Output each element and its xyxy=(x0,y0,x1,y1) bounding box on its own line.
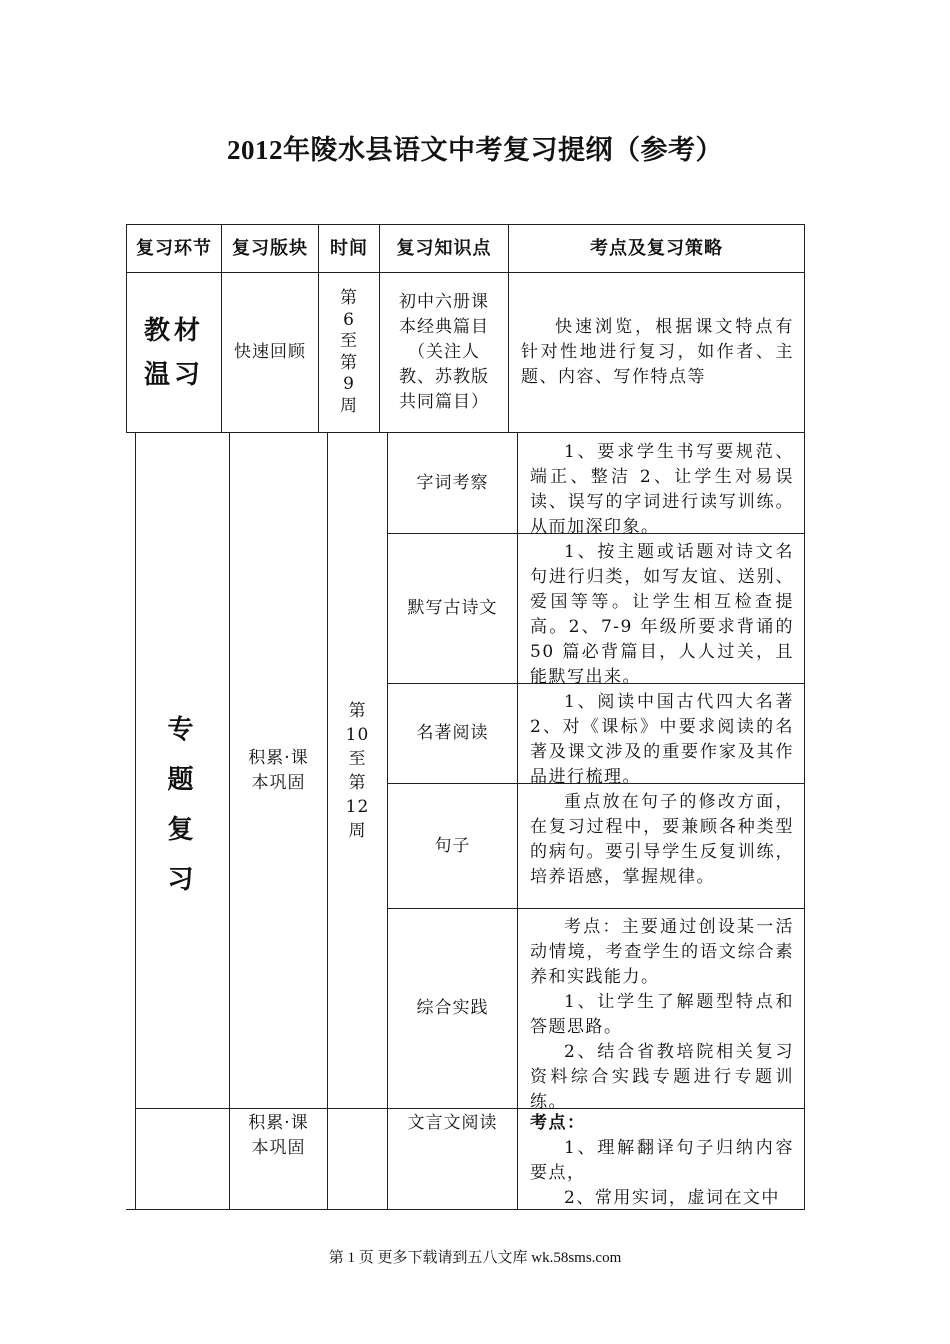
page-footer: 第 1 页 更多下载请到五八文库 wk.58sms.com xyxy=(328,1250,622,1266)
knowledge-sentences: 句子 xyxy=(434,835,471,856)
knowledge-comprehensive-practice: 综合实践 xyxy=(416,998,489,1018)
header-time: 时间 xyxy=(330,238,368,259)
header-knowledge: 复习知识点 xyxy=(396,238,492,259)
strategy-comprehensive-practice xyxy=(518,909,804,1112)
stage-textbook-review: 教材 温习 xyxy=(143,315,204,390)
strategy-ancient-poetry xyxy=(518,534,804,687)
time-weeks-6-9: 第 6 至 第 9 周 xyxy=(340,288,358,416)
stage-special-review: 专 题 复 习 xyxy=(167,714,198,895)
strategy-head: 考点： xyxy=(530,1113,586,1133)
strategy-sentences xyxy=(518,784,804,908)
knowledge-ancient-poetry: 默写古诗文 xyxy=(407,598,498,618)
strategy-text: 1、让学生了解题型特点和答题思路。 xyxy=(530,992,794,1037)
header-strategy: 考点及复习策略 xyxy=(590,238,723,259)
module-accumulation: 积累·课 本巩固 xyxy=(248,747,309,793)
table-rule xyxy=(126,432,805,433)
strategy-text: 1、按主题或话题对诗文名句进行归类，如写友谊、送别、爱国等等。让学生相互检查提高。2、7-9 年级所要求背诵的 50 篇必背篇目，人人过关，且能默写出来。 xyxy=(530,542,794,687)
strategy-text: 重点放在句子的修改方面，在复习过程中，要兼顾各种类型的病句。要引导学生反复训练，培养语感，掌握规律。 xyxy=(530,792,794,887)
module-quick-review: 快速回顾 xyxy=(234,342,306,362)
strategy-classical-chinese xyxy=(518,1109,804,1209)
module-accumulation-2: 积累·课 本巩固 xyxy=(248,1113,309,1158)
strategy-text: 2、结合省教培院相关复习资料综合实践专题进行专题训练。 xyxy=(530,1042,794,1112)
knowledge-classics-reading: 名著阅读 xyxy=(416,723,489,743)
strategy-text: 快速浏览，根据课文特点有针对性地进行复习，如作者、主题、内容、写作特点等 xyxy=(521,317,794,387)
table-rule xyxy=(804,224,805,433)
page-title: 2012年陵水县语文中考复习提纲（参考） xyxy=(227,135,723,165)
strategy-text: 1、要求学生书写要规范、端正、整洁 2、让学生对易误读、误写的字词进行读写训练。从而加深印象。 xyxy=(530,442,794,537)
strategy-word-check xyxy=(518,434,804,537)
header-stage: 复习环节 xyxy=(136,238,212,259)
time-weeks-10-12: 第 10 至 第 12 周 xyxy=(345,700,370,841)
strategy-text: 1、理解翻译句子归纳内容要点， xyxy=(530,1138,794,1183)
knowledge-classical-chinese: 文言文阅读 xyxy=(407,1113,498,1133)
strategy-text: 1、阅读中国古代四大名著 2、对《课标》中要求阅读的名著及课文涉及的重要作家及其作品进行梳理。 xyxy=(530,692,794,787)
strategy-text: 考点：主要通过创设某一活动情境，考查学生的语文综合素养和实践能力。 xyxy=(530,917,794,987)
knowledge-classic-texts: 初中六册课 本经典篇目 （关注人 教、苏教版 共同篇目） xyxy=(399,292,489,412)
header-module: 复习版块 xyxy=(232,238,308,259)
knowledge-word-check: 字词考察 xyxy=(416,473,489,493)
strategy-quick-browse xyxy=(509,273,804,432)
table-rule xyxy=(804,432,805,1210)
strategy-text: 2、常用实词，虚词在文中 xyxy=(564,1188,780,1208)
strategy-classics-reading xyxy=(518,684,804,787)
